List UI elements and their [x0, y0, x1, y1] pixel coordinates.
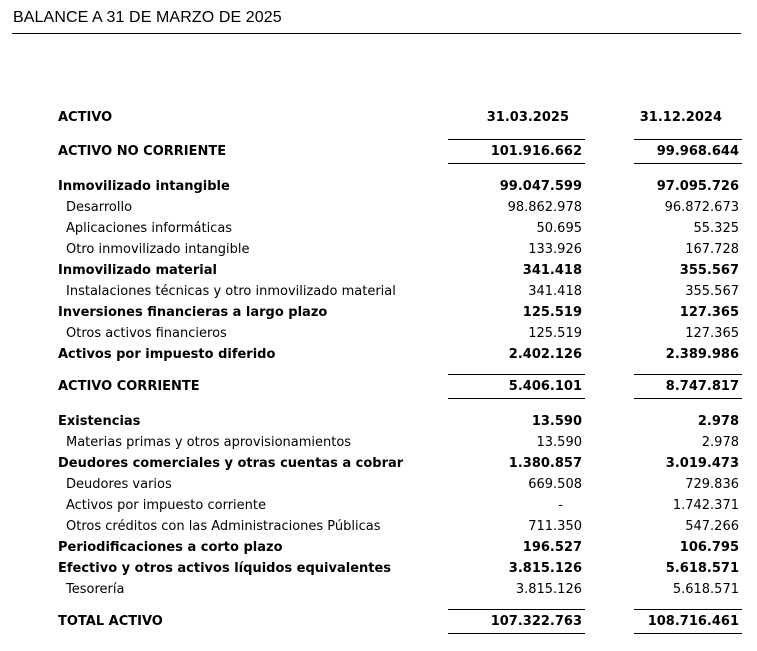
- row-value-previous: 5.618.571: [672, 582, 739, 597]
- section-row-activo-corriente: [58, 374, 742, 398]
- row-value-previous: 3.019.473: [665, 456, 739, 471]
- row-value-previous: 2.978: [701, 435, 739, 450]
- table-row: [58, 260, 742, 281]
- table-row: [58, 474, 742, 495]
- table-row: [58, 516, 742, 537]
- row-value-previous: 97.095.726: [656, 179, 739, 194]
- row-label: Existencias: [58, 414, 141, 429]
- section-value-previous: 99.968.644: [634, 139, 742, 163]
- section-value-current: 101.916.662: [448, 139, 585, 163]
- row-label: Inversiones financieras a largo plazo: [58, 305, 328, 320]
- total-label: TOTAL ACTIVO: [58, 613, 163, 629]
- row-value-current: 341.418: [522, 263, 582, 278]
- header-label: ACTIVO: [58, 109, 113, 125]
- table-row: [58, 239, 742, 260]
- row-value-current: 125.519: [522, 305, 582, 320]
- section-value-previous: 8.747.817: [634, 374, 742, 398]
- row-label: Inmovilizado intangible: [58, 179, 230, 194]
- table-row: [58, 323, 742, 344]
- row-value-current: 125.519: [528, 326, 582, 341]
- row-value-current: 99.047.599: [499, 179, 582, 194]
- table-row: [58, 411, 742, 432]
- row-value-current: 13.590: [531, 414, 582, 429]
- row-value-current: 196.527: [522, 540, 582, 555]
- title-underline: [12, 33, 741, 34]
- row-value-current: 2.402.126: [508, 347, 582, 362]
- row-value-current: -: [558, 498, 563, 513]
- table-row: [58, 281, 742, 302]
- row-label: Tesorería: [66, 582, 125, 597]
- total-value-current: 107.322.763: [448, 609, 585, 633]
- row-value-current: 98.862.978: [507, 200, 582, 215]
- row-value-previous: 106.795: [679, 540, 739, 555]
- row-label: Otro inmovilizado intangible: [66, 242, 250, 257]
- table-row: [58, 197, 742, 218]
- row-label: Deudores varios: [66, 477, 172, 492]
- balance-table: [58, 104, 742, 634]
- row-label: Materias primas y otros aprovisionamientos: [66, 435, 352, 450]
- row-value-previous: 1.742.371: [672, 498, 739, 513]
- row-value-previous: 729.836: [685, 477, 739, 492]
- row-value-previous: 355.567: [679, 263, 739, 278]
- row-label: Desarrollo: [66, 200, 133, 215]
- row-label: Aplicaciones informáticas: [66, 221, 233, 236]
- row-label: Otros créditos con las Administraciones Públicas: [66, 519, 381, 534]
- table-row: [58, 218, 742, 239]
- row-value-previous: 2.389.986: [665, 347, 739, 362]
- row-value-current: 341.418: [528, 284, 582, 299]
- row-value-previous: 55.325: [693, 221, 739, 236]
- total-value-previous: 108.716.461: [634, 609, 742, 633]
- section-label: ACTIVO NO CORRIENTE: [58, 143, 227, 159]
- row-label: Otros activos financieros: [66, 326, 227, 341]
- section-label: ACTIVO CORRIENTE: [58, 378, 200, 394]
- table-row: [58, 579, 742, 600]
- table-row: [58, 344, 742, 365]
- row-value-current: 13.590: [536, 435, 582, 450]
- row-label: Periodificaciones a corto plazo: [58, 540, 283, 555]
- row-value-current: 3.815.126: [515, 582, 582, 597]
- header-date-previous: 31.12.2024: [639, 109, 722, 125]
- row-value-current: 1.380.857: [508, 456, 582, 471]
- row-value-previous: 547.266: [685, 519, 739, 534]
- row-value-current: 50.695: [536, 221, 582, 236]
- row-value-current: 711.350: [528, 519, 582, 534]
- row-value-previous: 355.567: [685, 284, 739, 299]
- row-value-current: 133.926: [528, 242, 582, 257]
- header-date-current: 31.03.2025: [486, 109, 569, 125]
- row-label: Efectivo y otros activos líquidos equivalentes: [58, 561, 392, 576]
- row-value-previous: 5.618.571: [665, 561, 739, 576]
- document-title: BALANCE A 31 DE MARZO DE 2025: [13, 9, 282, 26]
- section-row-activo-no-corriente: [58, 139, 742, 163]
- row-label: Instalaciones técnicas y otro inmovilizado material: [66, 284, 396, 299]
- header-row: [58, 104, 742, 130]
- table-row: [58, 537, 742, 558]
- row-value-previous: 2.978: [697, 414, 739, 429]
- row-value-previous: 127.365: [685, 326, 739, 341]
- table-row: [58, 495, 742, 516]
- row-value-current: 669.508: [528, 477, 582, 492]
- row-label: Activos por impuesto corriente: [66, 498, 266, 513]
- row-value-previous: 96.872.673: [664, 200, 739, 215]
- row-label: Activos por impuesto diferido: [58, 347, 276, 362]
- section-value-current: 5.406.101: [448, 374, 585, 398]
- row-value-current: 3.815.126: [508, 561, 582, 576]
- row-label: Deudores comerciales y otras cuentas a cobrar: [58, 456, 404, 471]
- table-row: [58, 453, 742, 474]
- total-row: [58, 609, 742, 633]
- table-row: [58, 558, 742, 579]
- row-value-previous: 167.728: [685, 242, 739, 257]
- row-value-previous: 127.365: [679, 305, 739, 320]
- table-row: [58, 302, 742, 323]
- row-label: Inmovilizado material: [58, 263, 217, 278]
- table-row: [58, 176, 742, 197]
- table-row: [58, 432, 742, 453]
